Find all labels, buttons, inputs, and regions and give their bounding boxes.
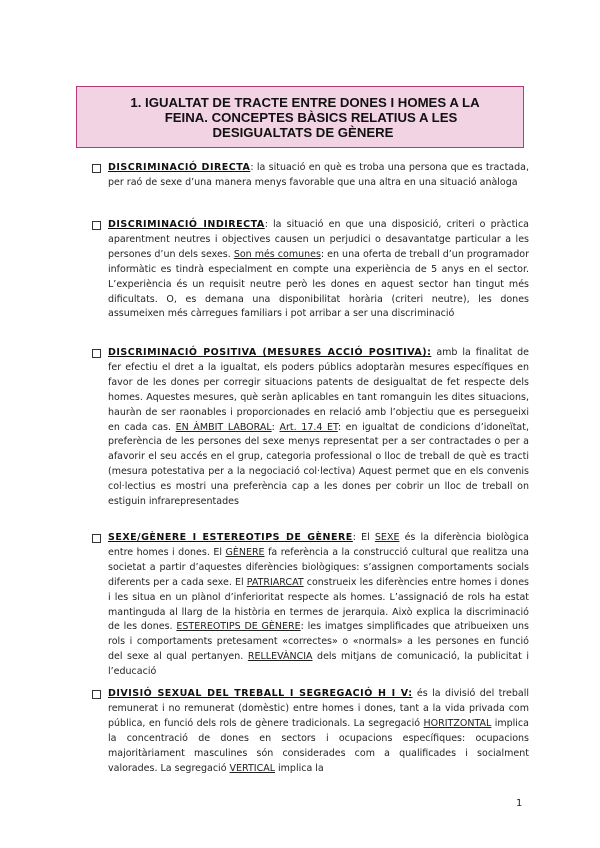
section-sexual-division-of-labour — [92, 687, 529, 776]
checkbox-icon[interactable] — [92, 349, 101, 358]
underlined-term: RELLEVÀNCIA — [247, 651, 313, 663]
section-paragraph — [108, 161, 529, 191]
underlined-term: Son més comunes — [233, 248, 321, 260]
section-paragraph — [108, 531, 529, 680]
document-title-box — [76, 86, 524, 148]
section-indirect-discrimination — [92, 218, 529, 322]
paragraph-text: : les imatges simplificades que atribueixen uns rols i comportaments pretesament «correctes» o «normals» a les persones en funció del sexe al qual pertanyen. — [108, 621, 530, 663]
underlined-term: Art. 17.4 ET — [279, 421, 338, 433]
checkbox-icon[interactable] — [92, 690, 101, 699]
section-heading: DISCRIMINACIÓ DIRECTA — [108, 162, 251, 173]
underlined-term: GÈNERE — [225, 546, 265, 558]
checkbox-icon[interactable] — [92, 164, 101, 173]
underlined-term: PATRIARCAT — [246, 576, 304, 588]
section-paragraph — [108, 218, 529, 322]
underlined-term: SEXE — [374, 532, 400, 543]
section-heading: DIVISIÓ SEXUAL DEL TREBALL I SEGREGACIÓ H I V: — [108, 688, 413, 699]
paragraph-text: construeix les diferències entre homes i dones i les situa en un plànol d’inferioritat respecte als homes. L’assignació de rols ha estat mantinguda al llarg de la història en termes de jerarquia. Això explica la discriminació de les dones. — [108, 576, 529, 633]
section-heading: SEXE/GÈNERE I ESTEREOTIPS DE GÈNERE — [108, 532, 353, 543]
checkbox-icon[interactable] — [92, 221, 101, 230]
paragraph-text: és la divisió del treball remunerat i no remunerat (domèstic) entre homes i dones, tant a la vida privada com pública, en funció dels rols de gènere tradicionals. La segregació — [108, 688, 529, 729]
paragraph-text: implica la — [275, 762, 324, 774]
underlined-term: EN ÀMBIT LABORAL — [175, 421, 272, 433]
section-direct-discrimination — [92, 161, 529, 191]
title-line-2: FEINA. CONCEPTES BÀSICS RELATIUS A LES — [164, 109, 458, 125]
underlined-term: HORITZONTAL — [423, 717, 492, 729]
title-line-1: 1. IGUALTAT DE TRACTE ENTRE DONES I HOMES A LA — [130, 94, 480, 110]
section-paragraph — [108, 346, 529, 510]
section-sex-gender — [92, 531, 529, 680]
underlined-term: VERTICAL — [229, 762, 275, 774]
paragraph-text: : — [271, 421, 280, 433]
paragraph-text: : en una oferta de treball d’un programador informàtic es tindrà especialment en compte una experiència de 5 anys en el sector. L’experiència és un requisit neutre però les dones en aquest sector han tingut més dificultats. O, es demana una disponibilitat horària (criteri neutre), les dones assumeixen més càrregues familiars i pot arribar a ser una discriminació — [108, 248, 530, 320]
paragraph-text: fa referència a la construcció cultural que realitza una societat a partir d’aquestes diferències biològiques: s’assignen comportaments socials diferents per a cada sexe. El — [108, 546, 529, 588]
paragraph-text: : la situació en què es troba una persona que es tractada, per raó de sexe d’una manera menys favorable que una altra en una situació anàloga — [108, 162, 529, 188]
paragraph-text: : en igualtat de condicions d’idoneïtat, preferència de les persones del sexe menys representat per a ser contractades o per a afavorir el seu accés en el grup, categoria professional o lloc de treball de què es tracti (mesura potestativa per a la negociació col·lectiva) Aquest permet que en els convenis col·lectius es mostri una preferència cap a les dones per cobrir un lloc de treball on estiguin infrarepresentades — [108, 421, 529, 508]
paragraph-text: amb la finalitat de fer efectiu el dret a la igualtat, els poders públics adoptaràn mesures específiques en favor de les dones per corregir situacions patents de desigualtat de fet respecte dels homes. Aquestes mesures, què seràn aplicables en tant romanguin les dites situacions, hauràn de ser raonables i proporcionades en relació amb l’objectiu que es persegueixi en cada cas. — [108, 347, 529, 433]
section-paragraph — [108, 687, 529, 776]
title-line-3: DESIGUALTATS DE GÈNERE — [212, 124, 394, 140]
paragraph-text: : El — [352, 532, 375, 543]
section-positive-discrimination — [92, 346, 529, 510]
paragraph-text: : la situació en que una disposició, criteri o pràctica aparentment neutres i objectives causen un perjudici o desavantatge particular a les persones d’un dels sexes. — [108, 219, 529, 260]
page-number: 1 — [516, 798, 523, 809]
underlined-term: ESTEREOTIPS DE GÈNERE — [176, 621, 301, 633]
section-heading: DISCRIMINACIÓ INDIRECTA — [108, 219, 265, 230]
paragraph-text: dels mitjans de comunicació, la publicitat i l’educació — [108, 651, 529, 678]
paragraph-text: és la diferència biològica entre homes i dones. El — [108, 532, 529, 558]
checkbox-icon[interactable] — [92, 534, 101, 543]
section-heading: DISCRIMINACIÓ POSITIVA (MESURES ACCIÓ POSITIVA): — [108, 347, 432, 358]
paragraph-text: implica la concentració de dones en sectors i ocupacions específiques: ocupacions majoritàriament masculines són considerades com a qualificades i socialment valorades. La segregació — [108, 717, 529, 774]
